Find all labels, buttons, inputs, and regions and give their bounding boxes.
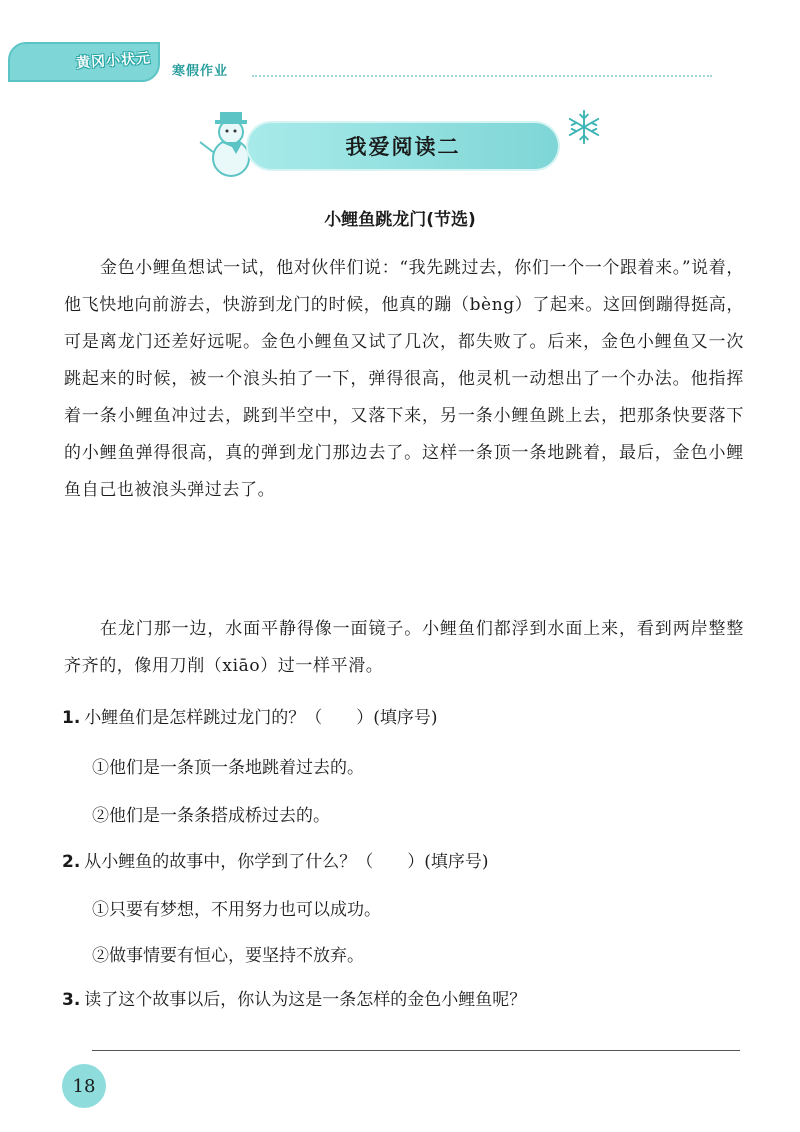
header-divider <box>252 75 712 77</box>
question-2-option-2: ②做事情要有恒心，要坚持不放弃。 <box>92 946 364 966</box>
snowflake-icon <box>565 108 603 146</box>
question-2-text: 从小鲤鱼的故事中，你学到了什么？（ ）(填序号) <box>84 852 489 872</box>
passage-title: 小鲤鱼跳龙门(节选) <box>324 210 476 230</box>
question-2 <box>62 850 489 874</box>
question-1 <box>62 706 438 730</box>
page-number: 18 <box>62 1064 106 1108</box>
question-1-number: 1. <box>62 708 81 728</box>
passage-paragraph-1: 金色小鲤鱼想试一试，他对伙伴们说：“我先跳过去，你们一个一个跟着来。”说着，他飞快地向前游去，快游到龙门的时候，他真的蹦（bèng）了起来。这回倒蹦得挺高，可是离龙门还差好远呢。金色小鲤鱼又试了几次，都失败了。后来，金色小鲤鱼又一次跳起来的时候，被一个浪头拍了一下，弹得很高，他灵机一动想出了一个办法。他指挥着一条小鲤鱼冲过去，跳到半空中，又落下来，另一条小鲤鱼跳上去，把那条快要落下的小鲤鱼弹得很高，真的弹到龙门那边去了。这样一条顶一条地跳着，最后，金色小鲤鱼自己也被浪头弹过去了。 <box>64 258 744 500</box>
question-1-option-1: ①他们是一条顶一条地跳着过去的。 <box>92 758 364 778</box>
section-title-bar <box>248 123 558 169</box>
question-2-number: 2. <box>62 852 81 872</box>
passage-paragraph-2: 在龙门那一边，水面平静得像一面镜子。小鲤鱼们都浮到水面上来，看到两岸整整齐齐的，像用刀削（xiāo）过一样平滑。 <box>64 619 744 676</box>
section-title: 我爱阅读二 <box>345 135 461 159</box>
header-subtitle: 寒假作业 <box>172 64 229 79</box>
question-2-option-1: ①只要有梦想，不用努力也可以成功。 <box>92 900 381 920</box>
brand-logo: 黄冈小状元 <box>75 50 152 72</box>
question-3-number: 3. <box>62 990 81 1010</box>
question-3-text: 读了这个故事以后，你认为这是一条怎样的金色小鲤鱼呢？ <box>84 990 527 1010</box>
question-1-option-2: ②他们是一条条搭成桥过去的。 <box>92 806 330 826</box>
question-1-text: 小鲤鱼们是怎样跳过龙门的？（ ）(填序号) <box>84 708 438 728</box>
answer-line[interactable] <box>92 1050 740 1051</box>
question-3 <box>62 988 526 1012</box>
